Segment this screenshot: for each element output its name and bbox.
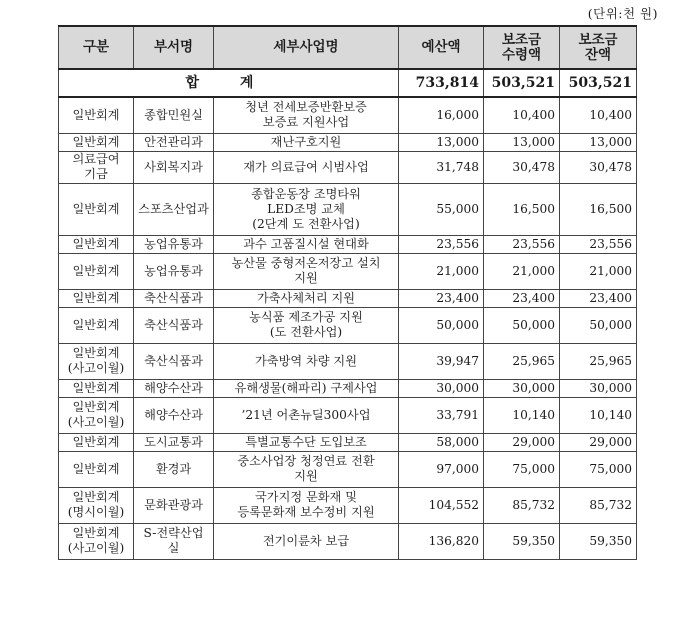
row-department: 환경과 (134, 451, 214, 487)
row-budget: 136,820 (399, 523, 484, 559)
row-category: 일반회계 (59, 253, 134, 289)
row-department: 축산식품과 (134, 343, 214, 379)
total-subsidy-balance: 503,521 (560, 69, 637, 97)
row-department: 스포츠산업과 (134, 183, 214, 235)
row-department: 농업유통과 (134, 235, 214, 253)
row-category: 일반회계 (59, 183, 134, 235)
total-label: 합 계 (59, 69, 399, 97)
row-budget: 55,000 (399, 183, 484, 235)
total-subsidy-received: 503,521 (484, 69, 560, 97)
row-category: 일반회계 (59, 379, 134, 397)
row-subsidy-balance: 29,000 (560, 433, 637, 451)
row-department: 문화관광과 (134, 487, 214, 523)
row-budget: 21,000 (399, 253, 484, 289)
table-row (59, 235, 637, 253)
header-subsidy-received: 보조금 수령액 (484, 26, 560, 69)
row-subsidy-balance: 50,000 (560, 307, 637, 343)
row-category: 일반회계 (59, 289, 134, 307)
row-category: 일반회계 (59, 307, 134, 343)
row-budget: 97,000 (399, 451, 484, 487)
row-subsidy-received: 85,732 (484, 487, 560, 523)
row-program: 국가지정 문화재 및 등록문화재 보수정비 지원 (214, 487, 399, 523)
row-category: 일반회계 (59, 433, 134, 451)
row-program: 재가 의료급여 시범사업 (214, 151, 399, 183)
table-row (59, 133, 637, 151)
row-subsidy-received: 25,965 (484, 343, 560, 379)
table-row (59, 97, 637, 133)
row-category: 의료급여 기금 (59, 151, 134, 183)
row-department: 축산식품과 (134, 289, 214, 307)
table-row (59, 433, 637, 451)
row-budget: 23,400 (399, 289, 484, 307)
header-department: 부서명 (134, 26, 214, 69)
row-subsidy-received: 50,000 (484, 307, 560, 343)
row-program: 재난구호지원 (214, 133, 399, 151)
row-department: 해양수산과 (134, 397, 214, 433)
row-subsidy-balance: 10,400 (560, 97, 637, 133)
row-program: 유해생물(해파리) 구제사업 (214, 379, 399, 397)
row-program: 중소사업장 청정연료 전환 지원 (214, 451, 399, 487)
row-subsidy-balance: 21,000 (560, 253, 637, 289)
row-subsidy-received: 59,350 (484, 523, 560, 559)
row-department: 도시교통과 (134, 433, 214, 451)
row-budget: 30,000 (399, 379, 484, 397)
row-budget: 13,000 (399, 133, 484, 151)
table-row (59, 183, 637, 235)
table-row (59, 379, 637, 397)
total-row (59, 69, 637, 97)
row-department: 축산식품과 (134, 307, 214, 343)
header-subsidy-balance: 보조금 잔액 (560, 26, 637, 69)
row-category: 일반회계 (59, 133, 134, 151)
row-department: 종합민원실 (134, 97, 214, 133)
row-category: 일반회계 (59, 97, 134, 133)
header-program: 세부사업명 (214, 26, 399, 69)
row-subsidy-balance: 85,732 (560, 487, 637, 523)
row-category: 일반회계 (사고이월) (59, 523, 134, 559)
row-subsidy-received: 75,000 (484, 451, 560, 487)
table-row (59, 487, 637, 523)
row-subsidy-received: 29,000 (484, 433, 560, 451)
row-subsidy-balance: 75,000 (560, 451, 637, 487)
row-department: 해양수산과 (134, 379, 214, 397)
row-program: 과수 고품질시설 현대화 (214, 235, 399, 253)
unit-note: (단위:천 원) (587, 6, 658, 21)
row-department: 사회복지과 (134, 151, 214, 183)
row-subsidy-balance: 23,556 (560, 235, 637, 253)
row-category: 일반회계 (사고이월) (59, 343, 134, 379)
row-subsidy-received: 30,000 (484, 379, 560, 397)
header-row (59, 26, 637, 69)
table-row (59, 307, 637, 343)
row-budget: 58,000 (399, 433, 484, 451)
row-program: 가축사체처리 지원 (214, 289, 399, 307)
table-row (59, 397, 637, 433)
row-subsidy-received: 10,400 (484, 97, 560, 133)
row-subsidy-balance: 13,000 (560, 133, 637, 151)
row-program: ’21년 어촌뉴딜300사업 (214, 397, 399, 433)
row-category: 일반회계 (사고이월) (59, 397, 134, 433)
row-subsidy-received: 13,000 (484, 133, 560, 151)
row-subsidy-balance: 25,965 (560, 343, 637, 379)
row-subsidy-balance: 30,478 (560, 151, 637, 183)
row-subsidy-received: 10,140 (484, 397, 560, 433)
row-subsidy-received: 23,556 (484, 235, 560, 253)
row-department: 안전관리과 (134, 133, 214, 151)
row-subsidy-balance: 30,000 (560, 379, 637, 397)
row-program: 전기이륜차 보급 (214, 523, 399, 559)
table-row (59, 523, 637, 559)
table-row (59, 253, 637, 289)
row-department: S-전략산업실 (134, 523, 214, 559)
row-program: 가축방역 차량 지원 (214, 343, 399, 379)
row-subsidy-balance: 10,140 (560, 397, 637, 433)
row-budget: 104,552 (399, 487, 484, 523)
row-subsidy-received: 16,500 (484, 183, 560, 235)
row-budget: 39,947 (399, 343, 484, 379)
table-row (59, 451, 637, 487)
row-subsidy-received: 23,400 (484, 289, 560, 307)
header-budget: 예산액 (399, 26, 484, 69)
row-budget: 50,000 (399, 307, 484, 343)
budget-table (58, 25, 637, 560)
row-budget: 16,000 (399, 97, 484, 133)
row-program: 종합운동장 조명타워 LED조명 교체 (2단계 도 전환사업) (214, 183, 399, 235)
row-category: 일반회계 (명시이월) (59, 487, 134, 523)
row-program: 청년 전세보증반환보증 보증료 지원사업 (214, 97, 399, 133)
row-subsidy-received: 30,478 (484, 151, 560, 183)
row-category: 일반회계 (59, 451, 134, 487)
row-department: 농업유통과 (134, 253, 214, 289)
row-subsidy-received: 21,000 (484, 253, 560, 289)
row-category: 일반회계 (59, 235, 134, 253)
table-row (59, 151, 637, 183)
row-budget: 31,748 (399, 151, 484, 183)
table-row (59, 343, 637, 379)
row-program: 농식품 제조가공 지원 (도 전환사업) (214, 307, 399, 343)
row-budget: 33,791 (399, 397, 484, 433)
row-subsidy-balance: 16,500 (560, 183, 637, 235)
row-program: 농산물 중형저온저장고 설치 지원 (214, 253, 399, 289)
row-subsidy-balance: 59,350 (560, 523, 637, 559)
total-budget: 733,814 (399, 69, 484, 97)
row-budget: 23,556 (399, 235, 484, 253)
row-program: 특별교통수단 도입보조 (214, 433, 399, 451)
row-subsidy-balance: 23,400 (560, 289, 637, 307)
table-row (59, 289, 637, 307)
header-category: 구분 (59, 26, 134, 69)
